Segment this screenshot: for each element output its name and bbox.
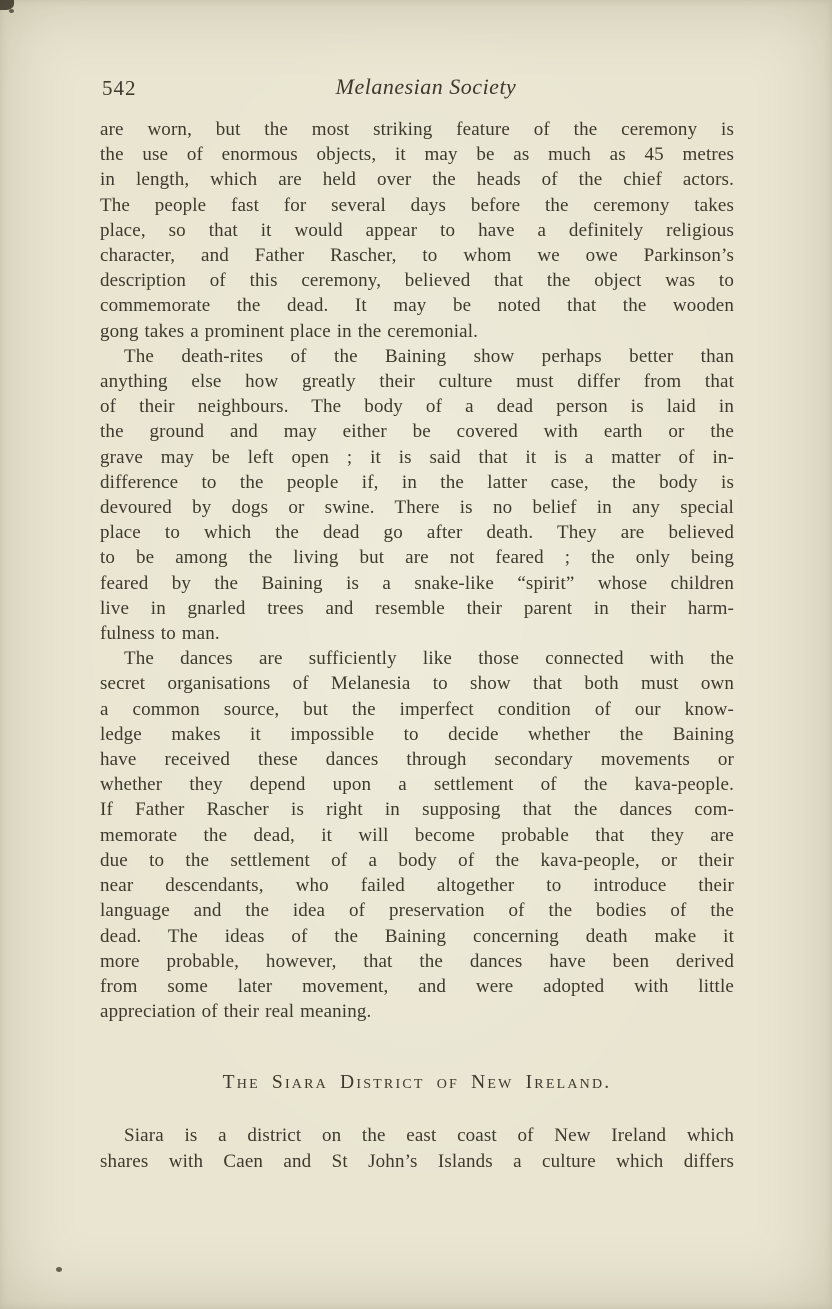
text-line: character, and Father Rascher, to whom we owe Parkinson’s — [100, 245, 734, 267]
text-line: whether they depend upon a settlement of the kava-people. — [100, 774, 734, 796]
text-line: memorate the dead, it will become probable that they are — [100, 824, 734, 846]
text-line: near descendants, who failed altogether to introduce their — [100, 875, 734, 897]
text-line: appreciation of their real meaning. — [100, 1001, 372, 1023]
text-line: commemorate the dead. It may be noted that the wooden — [100, 295, 734, 317]
text-line: gong takes a prominent place in the ceremonial. — [100, 320, 479, 342]
text-line: have received these dances through secondary movements or — [100, 749, 734, 771]
text-line: secret organisations of Melanesia to show that both must own — [100, 673, 734, 695]
text-line: the use of enormous objects, it may be as much as 45 metres — [100, 144, 734, 166]
text-line: devoured by dogs or swine. There is no belief in any special — [100, 497, 734, 519]
text-line: grave may be left open ; it is said that it is a matter of in- — [100, 446, 734, 468]
text-line: difference to the people if, in the latter case, the body is — [100, 471, 734, 493]
text-line: place to which the dead go after death. They are believed — [100, 522, 734, 544]
text-line: the ground and may either be covered with earth or the — [100, 421, 734, 443]
page-number: 542 — [102, 76, 137, 100]
page-header — [100, 74, 734, 104]
scan-speck — [9, 9, 14, 13]
text-line: shares with Caen and St John’s Islands a culture which differs — [100, 1150, 734, 1172]
text-block — [100, 117, 734, 1174]
section-heading: The Siara District of New Ireland. — [222, 1072, 612, 1094]
text-line: dead. The ideas of the Baining concerning death make it — [100, 925, 734, 947]
text-line: are worn, but the most striking feature of the ceremony is — [100, 119, 734, 140]
text-line: The death-rites of the Baining show perhaps better than — [124, 345, 734, 367]
scan-speck — [56, 1267, 62, 1272]
text-line: place, so that it would appear to have a definitely religious — [100, 219, 734, 241]
text-line: in length, which are held over the heads of the chief actors. — [100, 169, 734, 191]
text-line: fulness to man. — [100, 623, 220, 645]
text-line: description of this ceremony, believed that the object was to — [100, 270, 734, 292]
text-line: due to the settlement of a body of the kava-people, or their — [100, 849, 734, 871]
text-line: Siara is a district on the east coast of New Ireland which — [124, 1125, 734, 1147]
text-line: more probable, however, that the dances have been derived — [100, 950, 734, 972]
text-line: language and the idea of preservation of the bodies of the — [100, 900, 734, 922]
text-line: The people fast for several days before the ceremony takes — [100, 194, 734, 216]
text-line: from some later movement, and were adopted with little — [100, 975, 734, 997]
running-title: Melanesian Society — [335, 74, 517, 99]
text-line: feared by the Baining is a snake-like “spirit” whose children — [100, 572, 734, 594]
text-line: anything else how greatly their culture must differ from that — [100, 371, 734, 393]
text-line: to be among the living but are not feared ; the only being — [100, 547, 734, 569]
text-line: If Father Rascher is right in supposing that the dances com- — [100, 799, 734, 821]
text-line: The dances are sufficiently like those connected with the — [124, 648, 734, 670]
text-line: live in gnarled trees and resemble their parent in their harm- — [100, 597, 734, 619]
text-line: a common source, but the imperfect condition of our know- — [100, 698, 734, 720]
text-line: of their neighbours. The body of a dead person is laid in — [100, 396, 734, 418]
text-line: ledge makes it impossible to decide whether the Baining — [100, 723, 734, 745]
